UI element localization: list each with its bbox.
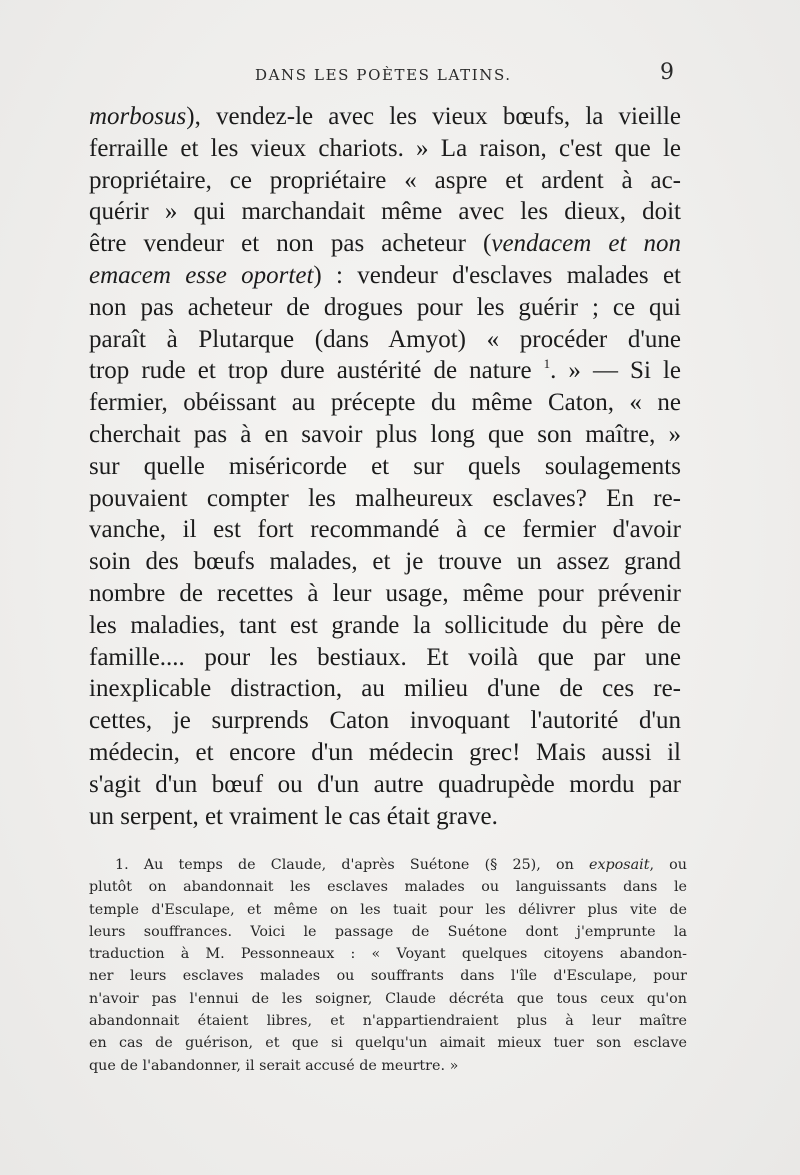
running-title: DANS LES POÈTES LATINS. bbox=[255, 66, 512, 84]
footnote bbox=[89, 854, 687, 1077]
text-line: propriétaire, ce propriétaire « aspre et ardent à ac- bbox=[89, 166, 681, 194]
main-text bbox=[89, 101, 681, 832]
footnote-line: temple d'Esculape, et même on les tuait pour les délivrer plus vite de bbox=[89, 901, 687, 918]
text-line: paraît à Plutarque (dans Amyot) « procéder d'une bbox=[89, 325, 681, 353]
footnote-line: n'avoir pas l'ennui de les soigner, Claude décréta que tous ceux qu'on bbox=[89, 990, 687, 1007]
text-line: nombre de recettes à leur usage, même pour prévenir bbox=[89, 579, 681, 607]
text-line: trop rude et trop dure austérité de nature $^1$. » — Si le bbox=[89, 356, 681, 385]
text-line: sur quelle miséricorde et sur quels soulagements bbox=[89, 452, 681, 480]
page-number: 9 bbox=[660, 60, 674, 85]
footnote-line: traduction à M. Pessonneaux : « Voyant quelques citoyens abandon- bbox=[89, 946, 687, 963]
text-line: les maladies, tant est grande la sollicitude du père de bbox=[89, 611, 681, 639]
footnote-line: 1. Au temps de Claude, d'après Suétone (§ 25), on exposait, ou bbox=[115, 857, 687, 873]
text-line: famille.... pour les bestiaux. Et voilà que par une bbox=[89, 643, 681, 671]
text-line: s'agit d'un bœuf ou d'un autre quadrupède mordu par bbox=[89, 770, 681, 798]
text-line: emacem esse oportet) : vendeur d'esclaves malades et bbox=[89, 261, 681, 289]
text-line: inexplicable distraction, au milieu d'une de ces re- bbox=[89, 675, 681, 703]
footnote-line: que de l'abandonner, il serait accusé de meurtre. » bbox=[89, 1057, 459, 1074]
text-line: non pas acheteur de drogues pour les guérir ; ce qui bbox=[89, 293, 681, 321]
text-line: quérir » qui marchandait même avec les dieux, doit bbox=[89, 198, 681, 226]
text-line: morbosus), vendez-le avec les vieux bœufs, la vieille bbox=[89, 103, 681, 130]
footnote-line: leurs souffrances. Voici le passage de Suétone dont j'emprunte la bbox=[89, 923, 687, 940]
text-line: ferraille et les vieux chariots. » La raison, c'est que le bbox=[89, 134, 681, 162]
text-line: cettes, je surprends Caton invoquant l'autorité d'un bbox=[89, 707, 681, 735]
footnote-line: ner leurs esclaves malades ou souffrants dans l'île d'Esculape, pour bbox=[89, 968, 687, 985]
text-line: vanche, il est fort recommandé à ce fermier d'avoir bbox=[89, 516, 681, 544]
text-line: pouvaient compter les malheureux esclaves? En re- bbox=[89, 484, 681, 512]
footnote-line: en cas de guérison, et que si quelqu'un aimait mieux tuer son esclave bbox=[89, 1035, 687, 1052]
text-line: un serpent, et vraiment le cas était grave. bbox=[89, 802, 498, 830]
text-line: médecin, et encore d'un médecin grec! Mais aussi il bbox=[89, 738, 681, 766]
text-line: cherchait pas à en savoir plus long que son maître, » bbox=[89, 420, 681, 448]
text-line: fermier, obéissant au précepte du même Caton, « ne bbox=[89, 389, 681, 417]
text-line: soin des bœufs malades, et je trouve un assez grand bbox=[89, 548, 681, 576]
footnote-line: abandonnait étaient libres, et n'appartiendraient plus à leur maître bbox=[89, 1013, 687, 1030]
footnote-line: plutôt on abandonnait les esclaves malades ou languissants dans le bbox=[89, 879, 687, 896]
text-line: être vendeur et non pas acheteur (vendacem et non bbox=[89, 230, 681, 258]
